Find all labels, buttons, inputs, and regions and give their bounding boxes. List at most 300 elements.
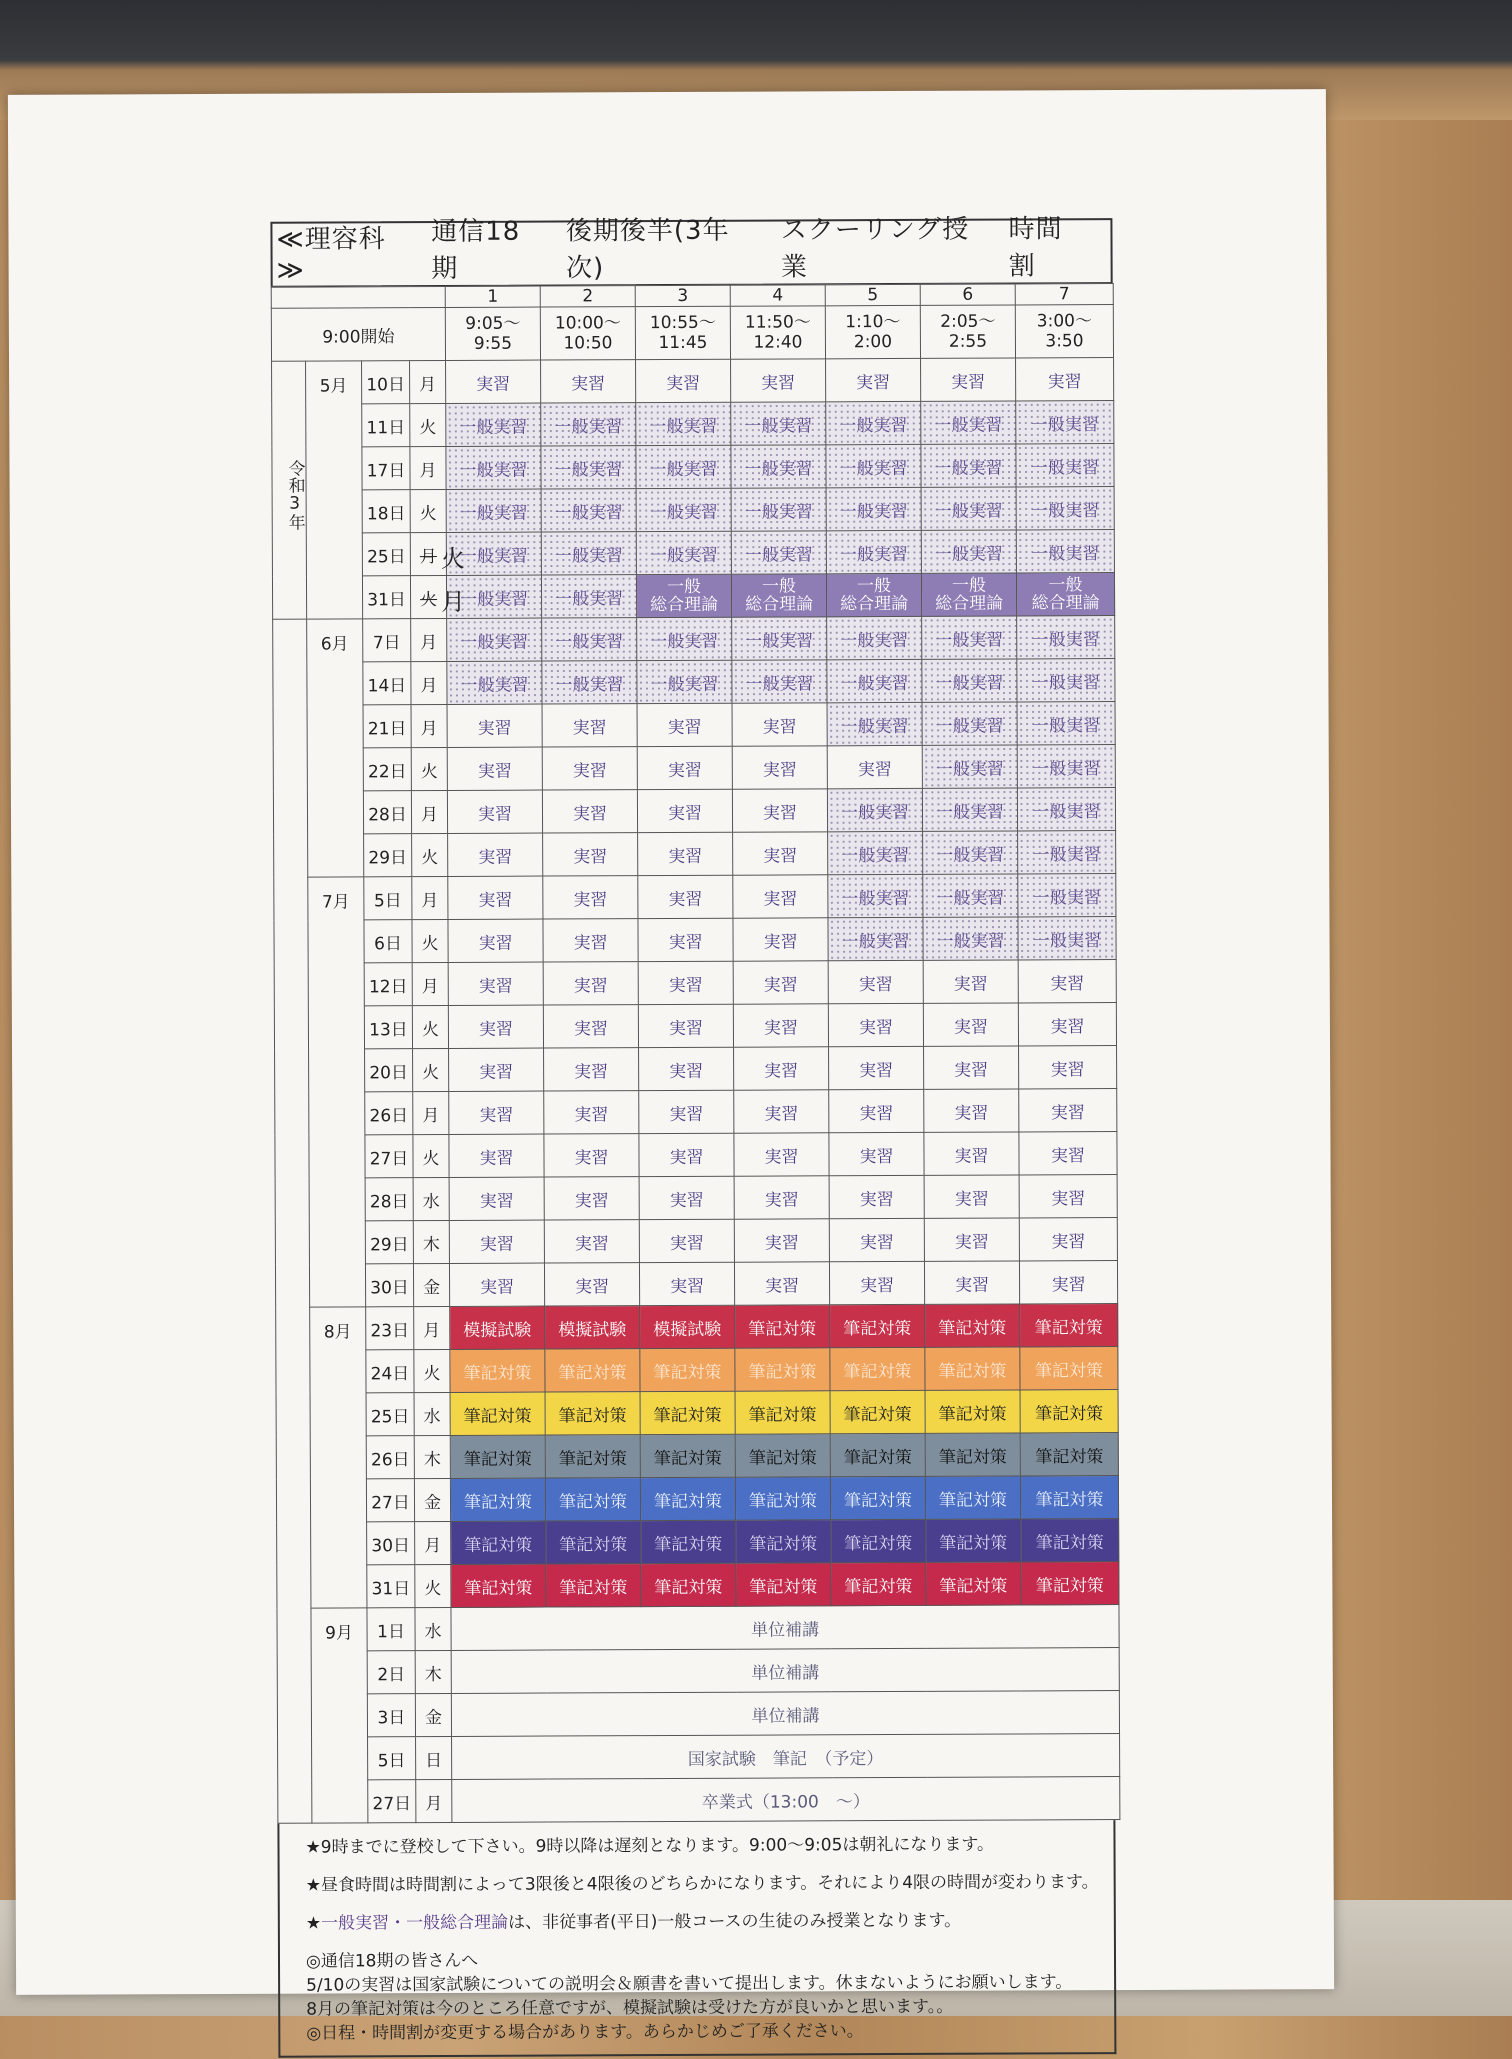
class-cell: 実習: [734, 1047, 829, 1090]
schedule-row: [278, 1777, 1120, 1824]
class-cell: 一般実習: [827, 788, 922, 831]
weekday-label: 火: [411, 747, 447, 790]
class-cell: 筆記対策: [831, 1562, 926, 1605]
date-label: 3日: [367, 1694, 415, 1737]
weekday-label: 月: [414, 1306, 450, 1349]
class-cell: 一般実習: [446, 446, 541, 489]
class-cell: 実習: [733, 875, 828, 918]
class-cell: 一般 総合理論: [731, 574, 826, 617]
date-label: 1日: [367, 1608, 415, 1651]
class-cell: 実習: [637, 703, 732, 746]
closing-line-2: 8月の筆記対策は今のところ任意ですが、模擬試験は受けた方が良いかと思います。。: [306, 1996, 954, 2020]
class-cell: 実習: [829, 1261, 924, 1304]
class-cell: 実習: [544, 1134, 639, 1177]
class-cell: 実習: [639, 1219, 734, 1262]
class-cell: 筆記対策: [451, 1521, 546, 1564]
schedule-row: [273, 702, 1115, 749]
weekday-label: 月: [411, 704, 447, 747]
schedule-row: [276, 1304, 1118, 1351]
weekday-label: 月: [412, 962, 448, 1005]
weekday-label: 金: [414, 1478, 450, 1521]
period-number: 7: [1015, 284, 1113, 305]
class-cell: 実習: [448, 1005, 543, 1048]
class-cell: 実習: [449, 1091, 544, 1134]
full-day-event: 国家試験 筆記 （予定）: [452, 1734, 1120, 1780]
class-cell: 一般実習: [921, 530, 1016, 573]
date-label: 20日: [365, 1049, 413, 1092]
start-time-label: 9:00開始: [271, 307, 445, 361]
schedule-row: [274, 831, 1116, 878]
class-cell: 一般実習: [826, 444, 921, 487]
class-cell: 実習: [543, 962, 638, 1005]
class-cell: 筆記対策: [1021, 1519, 1119, 1562]
class-cell: 実習: [447, 747, 542, 790]
weekday-label: 火: [412, 919, 448, 962]
period-number: 5: [825, 284, 920, 305]
schedule-row: [277, 1605, 1119, 1652]
class-cell: 実習: [1019, 1132, 1117, 1175]
class-cell: 実習: [1016, 358, 1114, 401]
class-cell: 実習: [923, 960, 1018, 1003]
date-label: 24日: [366, 1350, 414, 1393]
class-cell: 一般 総合理論: [826, 573, 921, 616]
note-lunch: ★昼食時間は時間割によって3限後と4限後のどちらかになります。それにより4限の時間が変わります。: [305, 1872, 1099, 1896]
date-label: 12日: [364, 963, 412, 1006]
class-cell: 実習: [829, 1218, 924, 1261]
weekday-label: 月: [412, 876, 448, 919]
date-label: 26日: [365, 1092, 413, 1135]
class-cell: 筆記対策: [545, 1349, 640, 1392]
class-cell: 筆記対策: [451, 1564, 546, 1607]
class-cell: 実習: [828, 1003, 923, 1046]
weekday-label: 月: [415, 1521, 451, 1564]
weekday-label: 金: [415, 1693, 451, 1736]
header-corner: [271, 286, 445, 308]
class-cell: 筆記対策: [545, 1435, 640, 1478]
class-cell: 実習: [543, 919, 638, 962]
schedule-row: [274, 1003, 1116, 1050]
class-cell: 一般実習: [828, 831, 923, 874]
date-label: 7日: [363, 619, 411, 662]
class-cell: 筆記対策: [735, 1391, 830, 1434]
class-cell: 一般実習: [1016, 401, 1114, 444]
class-cell: 一般実習: [731, 402, 826, 445]
title-schooling: スクーリング授業: [780, 214, 970, 283]
class-cell: 一般実習: [1018, 917, 1116, 960]
class-cell: 筆記対策: [640, 1477, 735, 1520]
weekday-label: 火: [412, 1005, 448, 1048]
class-cell: 実習: [828, 960, 923, 1003]
date-label: 31日: [367, 1565, 415, 1608]
schedule-row: [273, 616, 1115, 663]
weekday-label: 日: [416, 1736, 452, 1779]
class-cell: 一般実習: [827, 702, 922, 745]
weekday-label: 月: [411, 661, 447, 704]
period-number: 2: [540, 286, 635, 307]
class-cell: 筆記対策: [450, 1478, 545, 1521]
class-cell: 実習: [639, 1090, 734, 1133]
weekday-label: 火: [412, 833, 448, 876]
class-cell: 筆記対策: [450, 1349, 545, 1392]
class-cell: 一般実習: [1016, 444, 1114, 487]
month-label: 6月: [307, 619, 364, 877]
note-arrival: ★9時までに登校して下さい。9時以降は遅刻となります。9:00〜9:05は朝礼になります。: [305, 1834, 995, 1858]
handwritten-weekday: 月: [441, 587, 466, 616]
class-cell: 実習: [638, 832, 733, 875]
class-cell: 筆記対策: [925, 1304, 1020, 1347]
class-cell: 一般実習: [828, 917, 923, 960]
class-cell: 筆記対策: [736, 1520, 831, 1563]
schedule-row: [272, 530, 1114, 577]
class-cell: 実習: [732, 746, 827, 789]
closing-line-3: ◎日程・時間割が変更する場合があります。あらかじめご了承ください。: [306, 2021, 864, 2044]
class-cell: 実習: [639, 1176, 734, 1219]
date-label: 18日: [362, 490, 410, 533]
month-label: 7月: [308, 877, 366, 1307]
weekday-label: [410, 575, 466, 618]
class-cell: 実習: [829, 1175, 924, 1218]
weekday-label: 木: [414, 1435, 450, 1478]
class-cell: 実習: [636, 359, 731, 402]
schedule-row: [274, 874, 1116, 921]
class-cell: 一般実習: [541, 446, 636, 489]
class-cell: 筆記対策: [925, 1433, 1020, 1476]
class-cell: 模擬試験: [450, 1306, 545, 1349]
date-label: 5日: [368, 1737, 416, 1780]
schedule-row: [278, 1734, 1120, 1781]
class-cell: 一般実習: [921, 487, 1016, 530]
date-label: 28日: [365, 1178, 413, 1221]
class-cell: 実習: [638, 961, 733, 1004]
class-cell: 一般実習: [1017, 745, 1115, 788]
class-cell: 筆記対策: [640, 1348, 735, 1391]
period-number: 3: [635, 285, 730, 306]
class-cell: 筆記対策: [925, 1390, 1020, 1433]
class-cell: 実習: [826, 358, 921, 401]
schedule-row: [272, 358, 1114, 405]
class-cell: 実習: [734, 1176, 829, 1219]
schedule-row: [277, 1562, 1119, 1609]
date-label: 27日: [366, 1479, 414, 1522]
title-half: 後期後半(3年次): [565, 215, 730, 284]
month-label: 9月: [311, 1608, 368, 1823]
class-cell: 実習: [542, 747, 637, 790]
class-cell: 実習: [638, 918, 733, 961]
class-cell: 筆記対策: [830, 1390, 925, 1433]
class-cell: 一般 総合理論: [1016, 573, 1114, 616]
note-star: ★: [305, 1913, 322, 1934]
class-cell: 筆記対策: [830, 1433, 925, 1476]
date-label: 27日: [365, 1135, 413, 1178]
note-general-course: [306, 1908, 1114, 1936]
date-label: 31日: [362, 576, 410, 619]
date-label: 14日: [363, 662, 411, 705]
period-time: 1:10〜 2:00: [825, 305, 920, 358]
schedule-row: [276, 1347, 1118, 1394]
class-cell: 実習: [827, 745, 922, 788]
schedule-row: [273, 659, 1115, 706]
class-cell: 一般実習: [827, 616, 922, 659]
class-cell: 一般 総合理論: [636, 574, 731, 617]
weekday-label: 水: [414, 1392, 450, 1435]
class-cell: 一般実習: [541, 575, 636, 618]
class-cell: 実習: [638, 1004, 733, 1047]
timetable: [271, 283, 1121, 1824]
class-cell: 一般実習: [923, 831, 1018, 874]
title-department: ≪理容科≫: [276, 224, 386, 286]
class-cell: 一般実習: [542, 618, 637, 661]
title-term: 通信18期: [431, 216, 521, 285]
class-cell: 筆記対策: [546, 1521, 641, 1564]
date-label: 27日: [368, 1780, 416, 1823]
date-label: 2日: [367, 1651, 415, 1694]
class-cell: 一般実習: [1018, 831, 1116, 874]
class-cell: 筆記対策: [830, 1304, 925, 1347]
schedule-row: [272, 444, 1114, 491]
class-cell: 一般実習: [826, 401, 921, 444]
class-cell: 実習: [542, 790, 637, 833]
class-cell: 実習: [1018, 960, 1116, 1003]
class-cell: 一般実習: [921, 401, 1016, 444]
class-cell: 筆記対策: [450, 1435, 545, 1478]
class-cell: 筆記対策: [640, 1434, 735, 1477]
class-cell: 一般実習: [731, 445, 826, 488]
schedule-row: [273, 745, 1115, 792]
weekday-label: 木: [413, 1220, 449, 1263]
class-cell: 一般実習: [446, 489, 541, 532]
class-cell: 実習: [924, 1175, 1019, 1218]
class-cell: 筆記対策: [450, 1392, 545, 1435]
weekday-label: 木: [415, 1650, 451, 1693]
class-cell: 一般実習: [636, 402, 731, 445]
date-label: 23日: [366, 1307, 414, 1350]
class-cell: 実習: [543, 833, 638, 876]
date-label: 10日: [362, 361, 410, 404]
schedule-row: [275, 1046, 1117, 1093]
schedule-row: [275, 1261, 1117, 1308]
class-cell: 実習: [734, 1133, 829, 1176]
class-cell: 実習: [448, 833, 543, 876]
class-cell: 筆記対策: [830, 1347, 925, 1390]
schedule-row: [275, 1218, 1117, 1265]
weekday-label: 月: [410, 360, 446, 403]
period-number: 4: [730, 285, 825, 306]
class-cell: 実習: [924, 1046, 1019, 1089]
class-cell: 一般実習: [922, 788, 1017, 831]
weekday-label: 月: [411, 790, 447, 833]
class-cell: 一般実習: [732, 617, 827, 660]
schedule-row: [276, 1476, 1118, 1523]
date-label: 25日: [366, 1393, 414, 1436]
class-cell: 実習: [639, 1047, 734, 1090]
class-cell: 実習: [1018, 1003, 1116, 1046]
class-cell: 実習: [449, 1177, 544, 1220]
class-cell: 実習: [543, 1005, 638, 1048]
class-cell: 実習: [733, 918, 828, 961]
class-cell: 実習: [638, 875, 733, 918]
era-column-blank: [273, 619, 312, 1823]
class-cell: 実習: [544, 1048, 639, 1091]
class-cell: 一般実習: [922, 659, 1017, 702]
full-day-event: 単位補講: [451, 1691, 1119, 1737]
class-cell: 一般実習: [923, 917, 1018, 960]
class-cell: 一般実習: [1017, 616, 1115, 659]
weekday-label: 火: [414, 1349, 450, 1392]
date-label: 17日: [362, 447, 410, 490]
class-cell: 実習: [639, 1133, 734, 1176]
class-cell: 実習: [449, 1263, 544, 1306]
period-time: 2:05〜 2:55: [920, 305, 1015, 358]
class-cell: 一般実習: [541, 532, 636, 575]
full-day-event: 単位補講: [451, 1648, 1119, 1694]
page-title: [270, 214, 1112, 287]
weekday-label: 火: [415, 1564, 451, 1607]
weekday-label: 火: [410, 403, 446, 446]
class-cell: 実習: [924, 1218, 1019, 1261]
full-day-event: 単位補講: [451, 1605, 1119, 1651]
class-cell: 実習: [1019, 1046, 1117, 1089]
class-cell: 実習: [734, 1262, 829, 1305]
period-time: 11:50〜 12:40: [730, 306, 825, 359]
class-cell: 実習: [544, 1220, 639, 1263]
class-cell: 一般実習: [923, 874, 1018, 917]
struck-weekday: 火: [420, 589, 438, 610]
struck-weekday: 月: [419, 546, 437, 567]
class-cell: 筆記対策: [546, 1564, 641, 1607]
class-cell: 一般実習: [541, 403, 636, 446]
schedule-row: [276, 1390, 1118, 1437]
schedule-row: [273, 788, 1115, 835]
period-time: 9:05〜 9:55: [445, 307, 540, 360]
class-cell: 一般実習: [636, 488, 731, 531]
class-cell: 実習: [544, 1177, 639, 1220]
class-cell: 実習: [733, 1004, 828, 1047]
closing-line-1: 5/10の実習は国家試験についての説明会＆願書を書いて提出します。休まないようにお願いします。: [306, 1972, 1073, 1996]
class-cell: 実習: [733, 832, 828, 875]
class-cell: 実習: [829, 1089, 924, 1132]
weekday-label: 月: [416, 1779, 452, 1822]
schedule-row: [277, 1648, 1119, 1695]
class-cell: 一般実習: [447, 661, 542, 704]
month-label: 5月: [306, 361, 363, 619]
class-cell: 筆記対策: [735, 1477, 830, 1520]
weekday-label: 水: [413, 1177, 449, 1220]
closing-greeting: ◎通信18期の皆さんへ: [305, 1950, 479, 1972]
class-cell: 一般実習: [731, 488, 826, 531]
weekday-label: 月: [413, 1091, 449, 1134]
class-cell: 筆記対策: [925, 1347, 1020, 1390]
date-label: 22日: [363, 748, 411, 791]
class-cell: 筆記対策: [736, 1563, 831, 1606]
class-cell: 筆記対策: [641, 1563, 736, 1606]
class-cell: 実習: [637, 746, 732, 789]
class-cell: 実習: [447, 790, 542, 833]
class-cell: 筆記対策: [1020, 1476, 1118, 1519]
class-cell: 一般実習: [826, 487, 921, 530]
class-cell: 実習: [921, 358, 1016, 401]
class-cell: 筆記対策: [735, 1348, 830, 1391]
date-label: 11日: [362, 404, 410, 447]
class-cell: 実習: [731, 359, 826, 402]
class-cell: 実習: [448, 919, 543, 962]
date-label: 30日: [365, 1264, 413, 1307]
class-cell: 実習: [924, 1132, 1019, 1175]
class-cell: 筆記対策: [1020, 1390, 1118, 1433]
class-cell: 一般実習: [828, 874, 923, 917]
class-cell: 一般実習: [1016, 530, 1114, 573]
class-cell: 筆記対策: [925, 1476, 1020, 1519]
class-cell: 実習: [829, 1046, 924, 1089]
class-cell: 実習: [734, 1090, 829, 1133]
weekday-label: 火: [413, 1048, 449, 1091]
class-cell: 実習: [544, 1091, 639, 1134]
date-label: 29日: [365, 1221, 413, 1264]
class-cell: 実習: [924, 1089, 1019, 1132]
class-cell: 筆記対策: [735, 1434, 830, 1477]
weekday-label: 月: [411, 618, 447, 661]
date-label: 26日: [366, 1436, 414, 1479]
weekday-label: 月: [410, 446, 446, 489]
class-cell: 実習: [734, 1219, 829, 1262]
schedule-row: [275, 1089, 1117, 1136]
class-cell: 実習: [448, 876, 543, 919]
class-cell: 実習: [829, 1132, 924, 1175]
class-cell: 実習: [1019, 1261, 1117, 1304]
class-cell: 筆記対策: [640, 1391, 735, 1434]
class-cell: 一般実習: [541, 489, 636, 532]
class-cell: 一般実習: [827, 659, 922, 702]
class-cell: 実習: [541, 360, 636, 403]
class-cell: 筆記対策: [926, 1519, 1021, 1562]
class-cell: 実習: [446, 360, 541, 403]
date-label: 21日: [363, 705, 411, 748]
class-cell: 実習: [544, 1263, 639, 1306]
class-cell: 一般実習: [446, 575, 541, 618]
class-cell: 実習: [923, 1003, 1018, 1046]
schedule-row: [274, 960, 1116, 1007]
class-cell: 実習: [1019, 1218, 1117, 1261]
class-cell: 実習: [1019, 1175, 1117, 1218]
handwritten-weekday: 火: [440, 544, 465, 573]
class-cell: 筆記対策: [735, 1305, 830, 1348]
class-cell: 実習: [639, 1262, 734, 1305]
date-label: 6日: [364, 920, 412, 963]
class-cell: 一般実習: [637, 660, 732, 703]
class-cell: 一般実習: [447, 618, 542, 661]
schedule-row: [272, 573, 1114, 620]
date-label: 13日: [364, 1006, 412, 1049]
class-cell: 一般実習: [1017, 659, 1115, 702]
class-cell: 模擬試験: [640, 1305, 735, 1348]
class-cell: 実習: [637, 789, 732, 832]
class-cell: 一般 総合理論: [921, 573, 1016, 616]
class-cell: 一般実習: [542, 661, 637, 704]
class-cell: 筆記対策: [830, 1476, 925, 1519]
class-cell: 実習: [449, 1134, 544, 1177]
month-label: 8月: [310, 1307, 367, 1608]
closing-message: [306, 1946, 1114, 2046]
schedule-row: [275, 1175, 1117, 1222]
class-cell: 一般実習: [922, 702, 1017, 745]
class-cell: 筆記対策: [1020, 1433, 1118, 1476]
class-cell: 実習: [924, 1261, 1019, 1304]
date-label: 30日: [367, 1522, 415, 1565]
class-cell: 筆記対策: [641, 1520, 736, 1563]
schedule-row: [274, 917, 1116, 964]
class-cell: 実習: [542, 704, 637, 747]
period-number: 6: [920, 284, 1015, 305]
class-cell: 一般実習: [922, 745, 1017, 788]
